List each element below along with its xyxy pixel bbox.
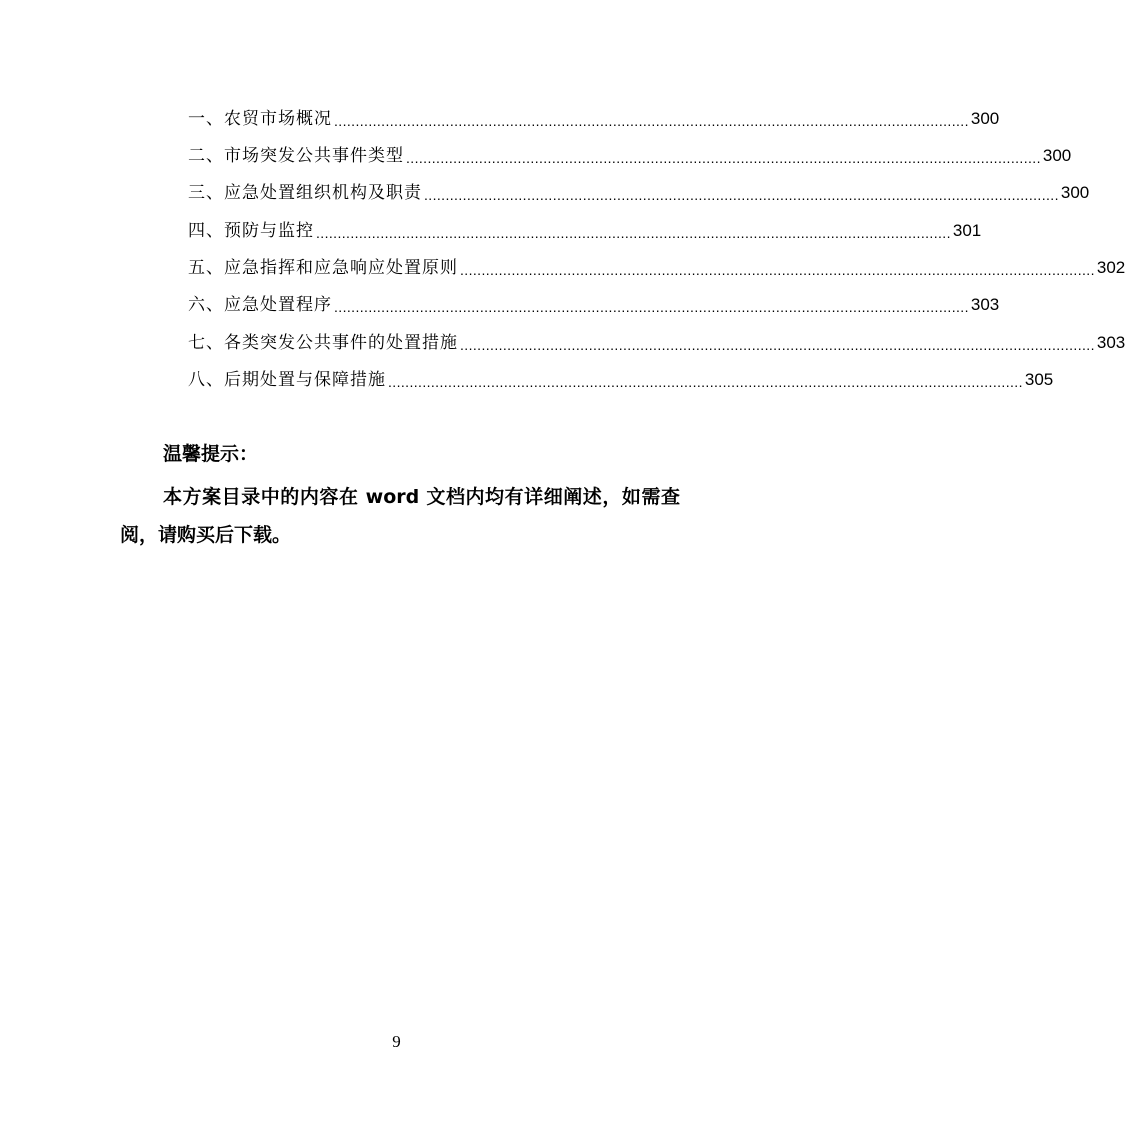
tips-heading: 温馨提示： (163, 443, 259, 465)
toc-entry-title: 二、市场突发公共事件类型 (188, 146, 404, 166)
toc-entry-page: 302 (1096, 258, 1125, 277)
toc-entry[interactable] (188, 367, 1054, 393)
tips-body: 本方案目录中的内容在 word 文档内均有详细阐述，如需查阅，请购买后下载。 (120, 486, 680, 546)
toc-entry-title: 六、应急处置程序 (188, 295, 332, 315)
toc-entry-title: 七、各类突发公共事件的处置措施 (188, 333, 458, 353)
toc-entry[interactable] (188, 292, 1000, 318)
toc-entry-page: 300 (1060, 183, 1090, 202)
toc-leader-dots: .................................................................................................................................................... (316, 225, 951, 241)
toc-entry[interactable] (188, 180, 1090, 206)
toc-entry[interactable] (188, 106, 1000, 132)
toc-entry-page: 300 (970, 109, 1000, 128)
toc-entry-title: 一、农贸市场概况 (188, 109, 332, 129)
toc-leader-dots: .................................................................................................................................................... (460, 262, 1095, 278)
page-number: 9 (392, 1032, 401, 1051)
toc-leader-dots: .................................................................................................................................................... (334, 299, 969, 315)
toc-entry[interactable] (188, 143, 1072, 169)
toc-entry[interactable] (188, 218, 982, 244)
toc-entry[interactable] (188, 330, 1125, 356)
toc-entry-title: 八、后期处置与保障措施 (188, 370, 386, 390)
toc-leader-dots: .................................................................................................................................................... (460, 337, 1095, 353)
toc-entry-title: 五、应急指挥和应急响应处置原则 (188, 258, 458, 278)
toc-entry-page: 301 (952, 221, 982, 240)
toc-entry-page: 303 (970, 295, 1000, 314)
toc-leader-dots: .................................................................................................................................................... (334, 113, 969, 129)
toc-leader-dots: .................................................................................................................................................... (424, 187, 1059, 203)
toc-entry-page: 305 (1024, 370, 1054, 389)
toc-entry-title: 三、应急处置组织机构及职责 (188, 183, 422, 203)
toc-leader-dots: .................................................................................................................................................... (406, 150, 1041, 166)
toc-entry-title: 四、预防与监控 (188, 221, 314, 241)
toc-leader-dots: .................................................................................................................................................... (388, 374, 1023, 390)
toc-entry-page: 300 (1042, 146, 1072, 165)
toc-entry[interactable] (188, 255, 1125, 281)
toc-entry-page: 303 (1096, 333, 1125, 352)
